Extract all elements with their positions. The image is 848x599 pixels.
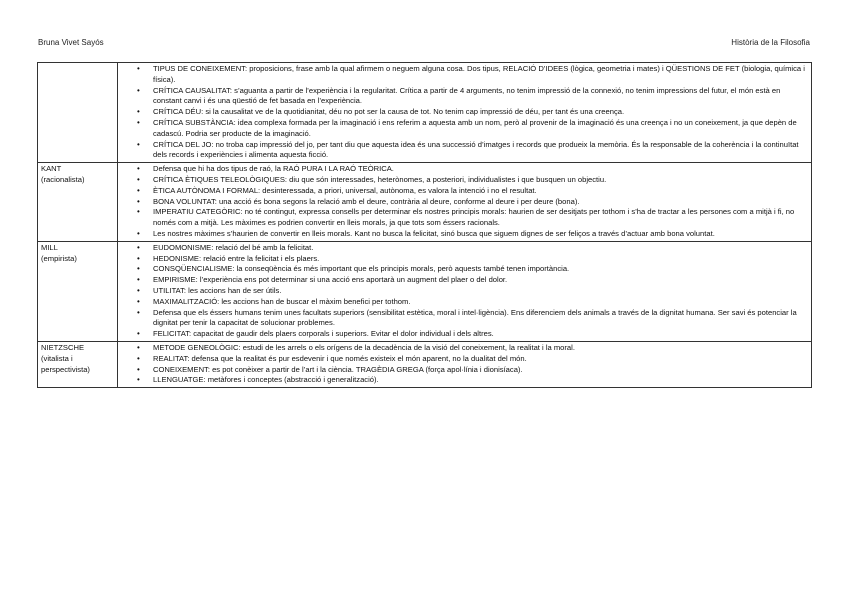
row-content-cell [118, 341, 812, 387]
row-content-cell [118, 163, 812, 242]
list-item: • CRÍTICA CAUSALITAT: s’aguanta a partir de l’experiència i la regularitat. Crítica a partir de 4 arguments, no tenim impressió de la connexió, no tenim impressions del futur, el món està en constant canvi i és una qüestió de fet basada en l’experiència. [137, 86, 808, 108]
row-label-cell [38, 241, 118, 341]
row-label: KANT (racionalista) [41, 164, 85, 184]
list-item: • UTILITAT: les accions han de ser útils. [137, 286, 808, 297]
row-content-cell [118, 63, 812, 163]
table-row [38, 241, 812, 341]
list-item: • CONEIXEMENT: es pot conèixer a partir de l’art i la ciència. TRAGÈDIA GREGA (força apol·línia i dionisíaca). [137, 365, 808, 376]
philosophy-table [37, 62, 812, 388]
list-item: • Defensa que els éssers humans tenim unes facultats superiors (sensibilitat estètica, moral i intel·ligència). Ens diferenciem dels animals a través de la dignitat humana. Ser savi és potenciar la dignitat per tenir la capacitat de solucionar problemes. [137, 308, 808, 330]
table-row [38, 341, 812, 387]
list-item: • CRÍTICA SUBSTÀNCIA: idea complexa formada per la imaginació i ens referim a aquesta amb un nom, però al provenir de la imaginació és una creença i no un coneixement, ja que depèn de cadascú. Podria ser producte de la imaginació. [137, 118, 808, 140]
bullet-list [121, 64, 808, 161]
list-item: • METODE GENEOLÒGIC: estudi de les arrels o els orígens de la decadència de la visió del coneixement, la realitat i la moral. [137, 343, 808, 354]
header-author: Bruna Vivet Sayós [38, 38, 104, 47]
row-label-cell [38, 341, 118, 387]
row-label: NIETZSCHE (vitalista i perspectivista) [41, 342, 90, 374]
list-item: • CRÍTICA DEL JO: no troba cap impressió del jo, per tant diu que aquesta idea és una successió d’imatges i records que produeix la memòria. És la responsable de la coherència i la continuïtat dels records i experiències i alimenta aquesta ficció. [137, 140, 808, 162]
list-item: • IMPERATIU CATEGÒRIC: no té contingut, expressa consells per determinar els nostres principis morals: haurien de ser desitjats per tothom i s’ha de tractar a les persones com a mitjà i fi, no només com a mitjà. Les màximes es podrien convertir en lleis morals, ja que tots som éssers racionals. [137, 207, 808, 229]
list-item: • Les nostres màximes s’haurien de convertir en lleis morals. Kant no busca la felicitat, sinó busca que siguem dignes de ser feliços a través d’actuar amb bona voluntat. [137, 229, 808, 240]
list-item: • Defensa que hi ha dos tipus de raó, la RAÓ PURA I LA RAÓ TEÒRICA. [137, 164, 808, 175]
row-label: MILL (empirista) [41, 242, 77, 263]
list-item: • LLENGUATGE: metàfores i conceptes (abstracció i generalització). [137, 375, 808, 386]
bullet-list [121, 343, 808, 386]
bullet-list [121, 243, 808, 340]
row-label-cell [38, 63, 118, 163]
table-row [38, 163, 812, 242]
list-item: • TIPUS DE CONEIXEMENT: proposicions, frase amb la qual afirmem o neguem alguna cosa. Dos tipus, RELACIÓ D’IDEES (lògica, geometria i mates) i QÜESTIONS DE FET (biologia, química i física). [137, 64, 808, 86]
list-item: • BONA VOLUNTAT: una acció és bona segons la relació amb el deure, contrària al deure, conforme al deure i per deure (bona). [137, 197, 808, 208]
list-item: • ÈTICA AUTÒNOMA I FORMAL: desinteressada, a priori, universal, autònoma, es valora la intenció i no el resultat. [137, 186, 808, 197]
row-label-cell [38, 163, 118, 242]
list-item: • HEDONISME: relació entre la felicitat i els plaers. [137, 254, 808, 265]
list-item: • CRÍTICA DÉU: si la causalitat ve de la quotidianitat, déu no pot ser la causa de tot. No tenim cap impressió de déu, per tant és una creença. [137, 107, 808, 118]
header-subject: Història de la Filosofia [731, 38, 810, 47]
list-item: • MAXIMALITZACIÓ: les accions han de buscar el màxim benefici per tothom. [137, 297, 808, 308]
row-content-cell [118, 241, 812, 341]
list-item: • EMPIRISME: l’experiència ens pot determinar si una acció ens aportarà un augment del plaer o del dolor. [137, 275, 808, 286]
list-item: • CRÍTICA ÈTIQUES TELEOLÒGIQUES: diu que són interessades, heterònomes, a posteriori, individualistes i que busquen un objectiu. [137, 175, 808, 186]
list-item: • EUDOMONISME: relació del bé amb la felicitat. [137, 243, 808, 254]
list-item: • REALITAT: defensa que la realitat és pur esdevenir i que només existeix el món aparent, no la dualitat del món. [137, 354, 808, 365]
table-row [38, 63, 812, 163]
bullet-list [121, 164, 808, 240]
list-item: • FELICITAT: capacitat de gaudir dels plaers corporals i superiors. Evitar el dolor individual i dels altres. [137, 329, 808, 340]
list-item: • CONSQÜENCIALISME: la conseqüència és més important que els principis morals, però aquests també tenen importància. [137, 264, 808, 275]
